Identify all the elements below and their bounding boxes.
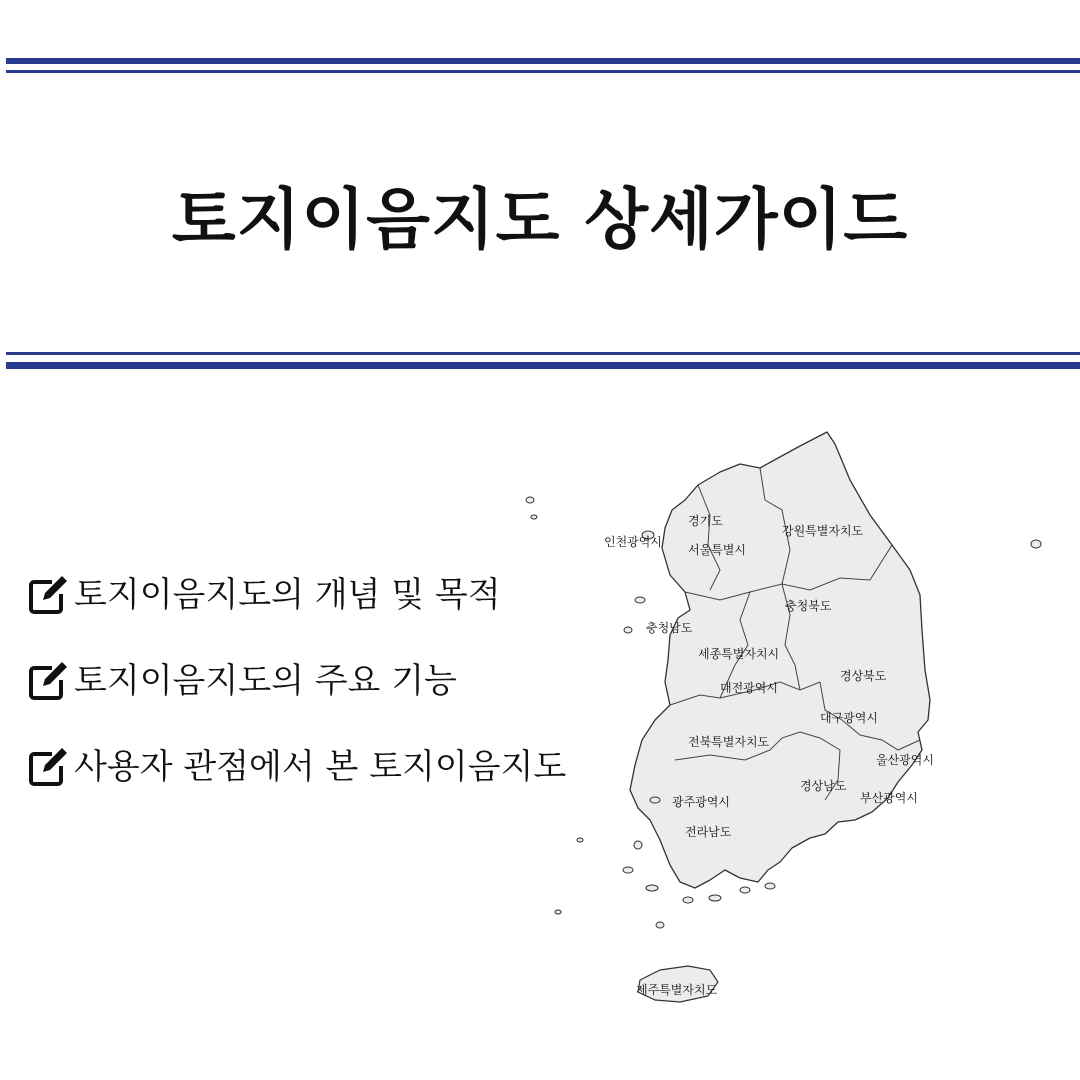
region-label: 경상북도 <box>840 669 887 683</box>
region-label: 대구광역시 <box>820 711 878 725</box>
middle-rule-thin <box>6 352 1080 355</box>
region-label: 경상남도 <box>800 779 847 793</box>
edit-icon <box>26 745 70 789</box>
region-label: 제주특별자치도 <box>636 983 718 997</box>
region-label: 광주광역시 <box>672 795 730 809</box>
top-rule-thick <box>6 58 1080 64</box>
region-label: 충청북도 <box>785 599 832 613</box>
menu-item-label: 토지이음지도의 개념 및 목적 <box>74 575 501 615</box>
guide-menu <box>26 572 566 830</box>
menu-item-user-perspective[interactable] <box>26 744 566 790</box>
region-label: 경기도 <box>688 514 723 528</box>
menu-item-features[interactable] <box>26 658 566 704</box>
region-label: 인천광역시 <box>604 535 662 549</box>
menu-item-label: 사용자 관점에서 본 토지이음지도 <box>74 747 567 787</box>
region-label: 울산광역시 <box>876 753 934 767</box>
region-label: 부산광역시 <box>860 791 918 805</box>
region-label: 서울특별시 <box>688 543 746 557</box>
top-rule-thin <box>6 70 1080 73</box>
page-title: 토지이음지도 상세가이드 <box>171 181 909 258</box>
region-label: 강원특별자치도 <box>782 524 864 538</box>
middle-rule-thick <box>6 362 1080 369</box>
menu-item-concept[interactable] <box>26 572 566 618</box>
edit-icon <box>26 573 70 617</box>
region-label: 충청남도 <box>646 621 693 635</box>
mainland-outline <box>630 432 930 888</box>
edit-icon <box>26 659 70 703</box>
menu-item-label: 토지이음지도의 주요 기능 <box>74 661 457 701</box>
korea-map <box>520 420 1080 1040</box>
region-label: 전라남도 <box>685 825 732 839</box>
region-label: 전북특별자치도 <box>688 735 770 749</box>
region-label: 세종특별자치시 <box>698 647 780 661</box>
region-label: 대전광역시 <box>720 681 778 695</box>
